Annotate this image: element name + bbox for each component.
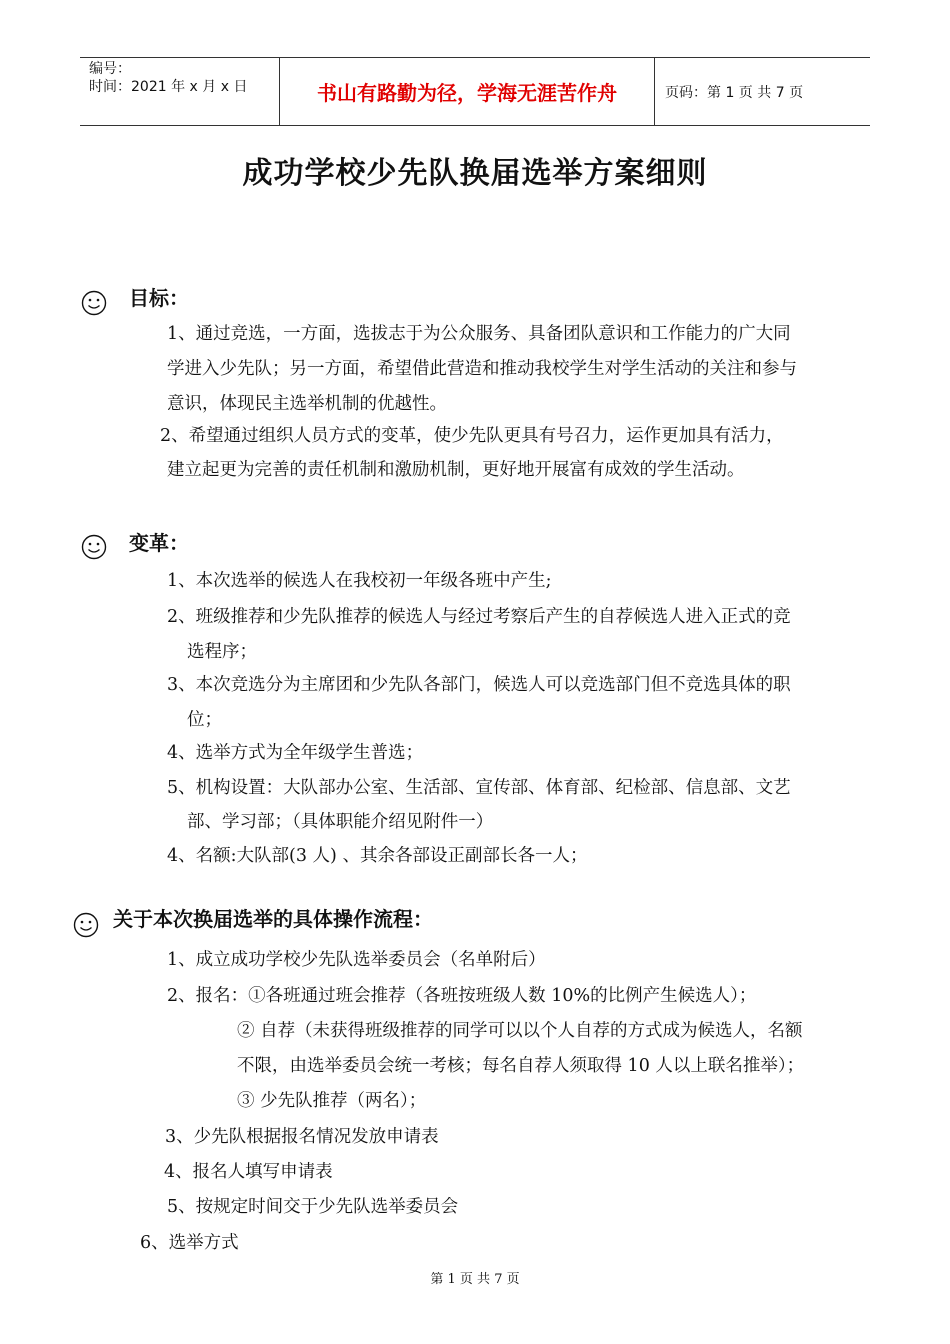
time-label: 时间：2021 年 x 月 x 日 bbox=[89, 79, 248, 95]
process-item-6: 6、选举方式 bbox=[140, 1233, 239, 1253]
process-item-4: 4、报名人填写申请表 bbox=[164, 1162, 333, 1182]
reform-item-2-line2: 选程序； bbox=[187, 642, 257, 662]
section-goal-heading: 目标： bbox=[129, 286, 189, 310]
goal-p1-line2: 学进入少先队；另一方面，希望借此营造和推动我校学生对学生活动的关注和参与 bbox=[167, 359, 797, 379]
process-item-2: 2、报名：①各班通过班会推荐（各班按班级人数 10%的比例产生候选人）； bbox=[167, 986, 757, 1006]
goal-p1-line3: 意识，体现民主选举机制的优越性。 bbox=[167, 394, 447, 414]
process-item-3: 3、少先队根据报名情况发放申请表 bbox=[165, 1127, 439, 1147]
page-footer: 第 1 页 共 7 页 bbox=[430, 1272, 520, 1287]
section-reform-heading: 变革： bbox=[129, 531, 189, 555]
header-page-info: 页码：第 1 页 共 7 页 bbox=[665, 84, 804, 101]
reform-item-5-line2: 部、学习部；（具体职能介绍见附件一） bbox=[187, 812, 494, 832]
process-item-2b-line1: ② 自荐（未获得班级推荐的同学可以以个人自荐的方式成为候选人，名额 bbox=[237, 1021, 803, 1041]
smiley-icon bbox=[73, 912, 99, 938]
process-item-5: 5、按规定时间交于少先队选举委员会 bbox=[167, 1197, 459, 1217]
header-motto: 书山有路勤为径，学海无涯苦作舟 bbox=[280, 58, 655, 125]
smiley-icon bbox=[81, 534, 107, 560]
reform-item-4: 4、选举方式为全年级学生普选； bbox=[167, 743, 424, 763]
reform-item-1: 1、本次选举的候选人在我校初一年级各班中产生; bbox=[167, 571, 552, 591]
header-meta bbox=[80, 58, 280, 125]
header-table bbox=[80, 57, 870, 126]
goal-p1-line1: 1、通过竞选，一方面，选拔志于为公众服务、具备团队意识和工作能力的广大同 bbox=[167, 324, 791, 344]
reform-item-6: 4、名额:大队部(3 人) 、其余各部设正副部长各一人； bbox=[167, 846, 588, 866]
reform-item-5-line1: 5、机构设置：大队部办公室、生活部、宣传部、体育部、纪检部、信息部、文艺 bbox=[167, 778, 791, 798]
reform-item-2-line1: 2、班级推荐和少先队推荐的候选人与经过考察后产生的自荐候选人进入正式的竞 bbox=[167, 607, 791, 627]
section-process-heading: 关于本次换届选举的具体操作流程： bbox=[113, 907, 433, 931]
goal-p2-line1: 2、希望通过组织人员方式的变革，使少先队更具有号召力，运作更加具有活力， bbox=[160, 426, 784, 446]
reform-item-3-line2: 位； bbox=[187, 710, 222, 730]
process-item-1: 1、成立成功学校少先队选举委员会（名单附后） bbox=[167, 950, 546, 970]
process-item-2c: ③ 少先队推荐（两名）； bbox=[237, 1091, 427, 1111]
process-item-2b-line2: 不限，由选举委员会统一考核；每名自荐人须取得 10 人以上联名推举）； bbox=[237, 1056, 805, 1076]
number-label: 编号： bbox=[89, 61, 131, 77]
goal-p2-line2: 建立起更为完善的责任机制和激励机制，更好地开展富有成效的学生活动。 bbox=[167, 460, 745, 480]
reform-item-3-line1: 3、本次竞选分为主席团和少先队各部门，候选人可以竞选部门但不竞选具体的职 bbox=[167, 675, 791, 695]
smiley-icon bbox=[81, 290, 107, 316]
document-title: 成功学校少先队换届选举方案细则 bbox=[242, 156, 708, 191]
